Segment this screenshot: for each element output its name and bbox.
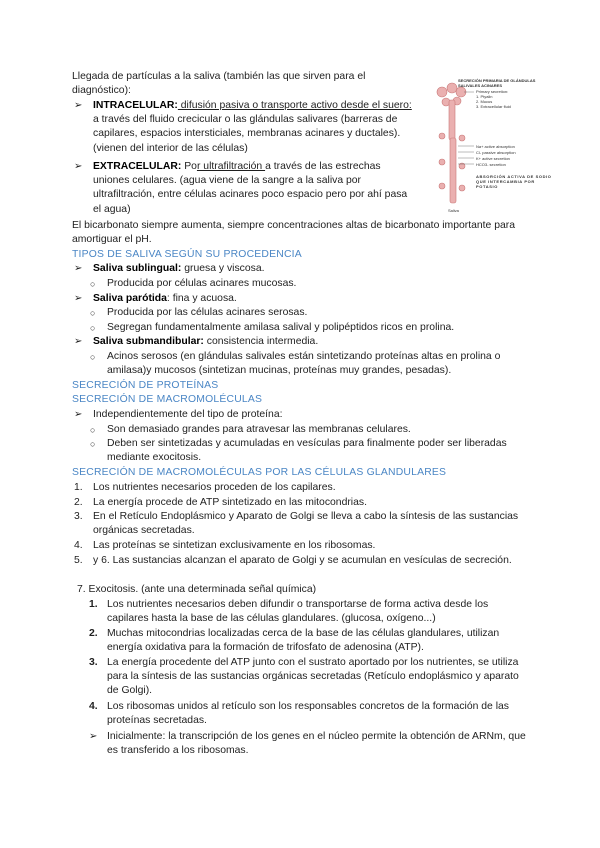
item-text: a través de las estrechas uniones celulares. (agua viene de la sangre a la saliva por ultrafiltración, entre células acinares poco espacio pero por ahí pasa el agua) — [93, 161, 408, 215]
sub-item: ○ Deben ser sintetizadas y acumuladas en vesículas para finalmente poder ser liberadas mediante exocitosis. — [90, 438, 507, 464]
sub-item: ○ Segregan fundamentalmente amilasa salival y polipéptidos ricos en prolina. — [107, 321, 507, 335]
figure-label: Cl- passive absorption — [476, 150, 516, 155]
list-item-intracelular — [74, 99, 413, 156]
arrow-bullet-icon: ➢ — [74, 336, 83, 347]
arrow-bullet-icon: ➢ — [74, 409, 83, 420]
intro-paragraph: Llegada de partículas a la saliva (también las que sirven para el diagnóstico): — [72, 71, 366, 97]
list-item-sublingual: ➢ Saliva sublingual: gruesa y viscosa. — [93, 262, 533, 276]
arrow-bullet-icon: ➢ — [89, 731, 98, 742]
numbered-item: 5. y 6. Las sustancias alcanzan el aparato de Golgi y se acumulan en vesículas de secreción. — [74, 555, 512, 566]
circle-bullet-icon: ○ — [90, 425, 96, 435]
circle-bullet-icon: ○ — [90, 279, 96, 289]
numbered-subitem: 4. Los ribosomas unidos al retículo son los responsables concretos de la formación de las proteínas secretadas. — [89, 701, 509, 727]
figure-label: 2. Mucus — [476, 99, 493, 104]
circle-bullet-icon: ○ — [90, 439, 96, 449]
arrow-bullet-icon: ➢ — [74, 100, 83, 111]
arrow-bullet-icon: ➢ — [74, 263, 83, 274]
underlined-text: difusión pasiva o transporte activo desde el suero: — [177, 100, 412, 111]
numbered-subitem: 2. Muchas mitocondrias localizadas cerca de la base de las células glandulares, utilizan energía oxidativa para la formación de trifosfato de adenosina (ATP). — [89, 628, 500, 654]
figure-label: Na+ active absorption — [476, 144, 515, 149]
numbered-item: 2. La energía procede de ATP sintetizado en las mitocondrias. — [74, 497, 367, 508]
numbered-subitem: 3. La energía procedente del ATP junto con el sustrato aportado por los nutrientes, se utiliza para la síntesis de las sustancias orgánicas secretadas (Retículo endoplásmico y aparato de Golgi). — [89, 657, 519, 697]
heading-secrecion-glandulares: SECRECIÓN DE MACROMOLÉCULAS POR LAS CÉLULAS GLANDULARES — [72, 467, 447, 478]
figure-label: Primary secretion: — [476, 89, 509, 94]
list-item-extracelular: ➢ EXTRACELULAR: Por ultrafiltración a través de las estrechas uniones celulares. (agua viene de la sangre a la saliva por ultrafiltración, entre células acinares poco espacio pero por ahí pasa el agua) — [74, 161, 408, 215]
figure-label: 1. Ptyalin — [476, 94, 493, 99]
list-item: ➢ Independientemente del tipo de proteína: — [93, 408, 533, 422]
numbered-item: 1. Los nutrientes necesarios proceden de los capilares. — [74, 482, 336, 493]
figure-label-saliva: Saliva — [448, 208, 459, 213]
salivary-gland-figure — [428, 78, 556, 216]
figure-note: ABSORCIÓN ACTIVA DE SODIO QUE INTERCAMBIA POR POTASIO — [476, 174, 552, 189]
term-intracelular: INTRACELULAR: — [93, 100, 178, 111]
figure-title: SECRECIÓN PRIMARIA DE GLÁNDULAS SALIVALES ACINARES — [458, 78, 536, 88]
bicarbonato-paragraph: El bicarbonato siempre aumenta, siempre concentraciones altas de bicarbonato importante para amortiguar el pH. — [72, 220, 516, 246]
figure-label: 3. Extracellular fluid — [476, 104, 511, 109]
underlined-text: r ultrafiltración — [196, 161, 266, 172]
figure-label: HCO3- secretion — [476, 162, 506, 167]
sub-item: ○ Producida por células acinares mucosas. — [107, 277, 507, 291]
arrow-bullet-icon: ➢ — [74, 161, 83, 172]
numbered-item-7: 7. Exocitosis. (ante una determinada señal química) — [77, 584, 317, 595]
list-item-final: ➢ Inicialmente: la transcripción de los genes en el núcleo permite la obtención de ARNm, que es transferido a los ribosomas. — [89, 731, 526, 757]
item-text: a través del fluido crecicular o las glándulas salivares (barreras de capilares, espacios intersticiales, membranas acinares y ductales). (vienen del interior de las células) — [93, 114, 401, 154]
circle-bullet-icon: ○ — [90, 352, 96, 362]
term-extracelular: EXTRACELULAR: — [93, 161, 182, 172]
list-item-submandibular: ➢ Saliva submandibular: consistencia intermedia. — [93, 335, 533, 349]
list-item-parotida: ➢ Saliva parótida: fina y acuosa. — [93, 292, 533, 306]
numbered-item: 4. Las proteínas se sintetizan exclusivamente en los ribosomas. — [74, 540, 376, 551]
circle-bullet-icon: ○ — [90, 323, 96, 333]
numbered-item: 3. En el Retículo Endoplásmico y Aparato de Golgi se lleva a cabo la síntesis de las sustancias orgánicas secretadas. — [74, 511, 519, 537]
circle-bullet-icon: ○ — [90, 308, 96, 318]
figure-label: K+ active secretion — [476, 156, 510, 161]
sub-item: ○ Acinos serosos (en glándulas salivales están sintetizando proteínas altas en prolina o amilasa)y mucosos (sintetizan mucinas, proteínas muy grandes, pesadas). — [90, 351, 501, 377]
heading-secrecion-proteinas: SECRECIÓN DE PROTEÍNAS — [72, 380, 219, 391]
arrow-bullet-icon: ➢ — [74, 293, 83, 304]
heading-tipos: TIPOS DE SALIVA SEGÚN SU PROCEDENCIA — [72, 249, 302, 260]
sub-item: ○ Producida por las células acinares serosas. — [107, 306, 507, 320]
sub-item: ○ Son demasiado grandes para atravesar las membranas celulares. — [107, 423, 507, 437]
heading-secrecion-macromoleculas: SECRECIÓN DE MACROMOLÉCULAS — [72, 394, 263, 405]
numbered-subitem: 1. Los nutrientes necesarios deben difundir o transportarse de forma activa desde los capilares hasta la base de las células glandulares. (glucosa, oxígeno...) — [89, 599, 489, 625]
